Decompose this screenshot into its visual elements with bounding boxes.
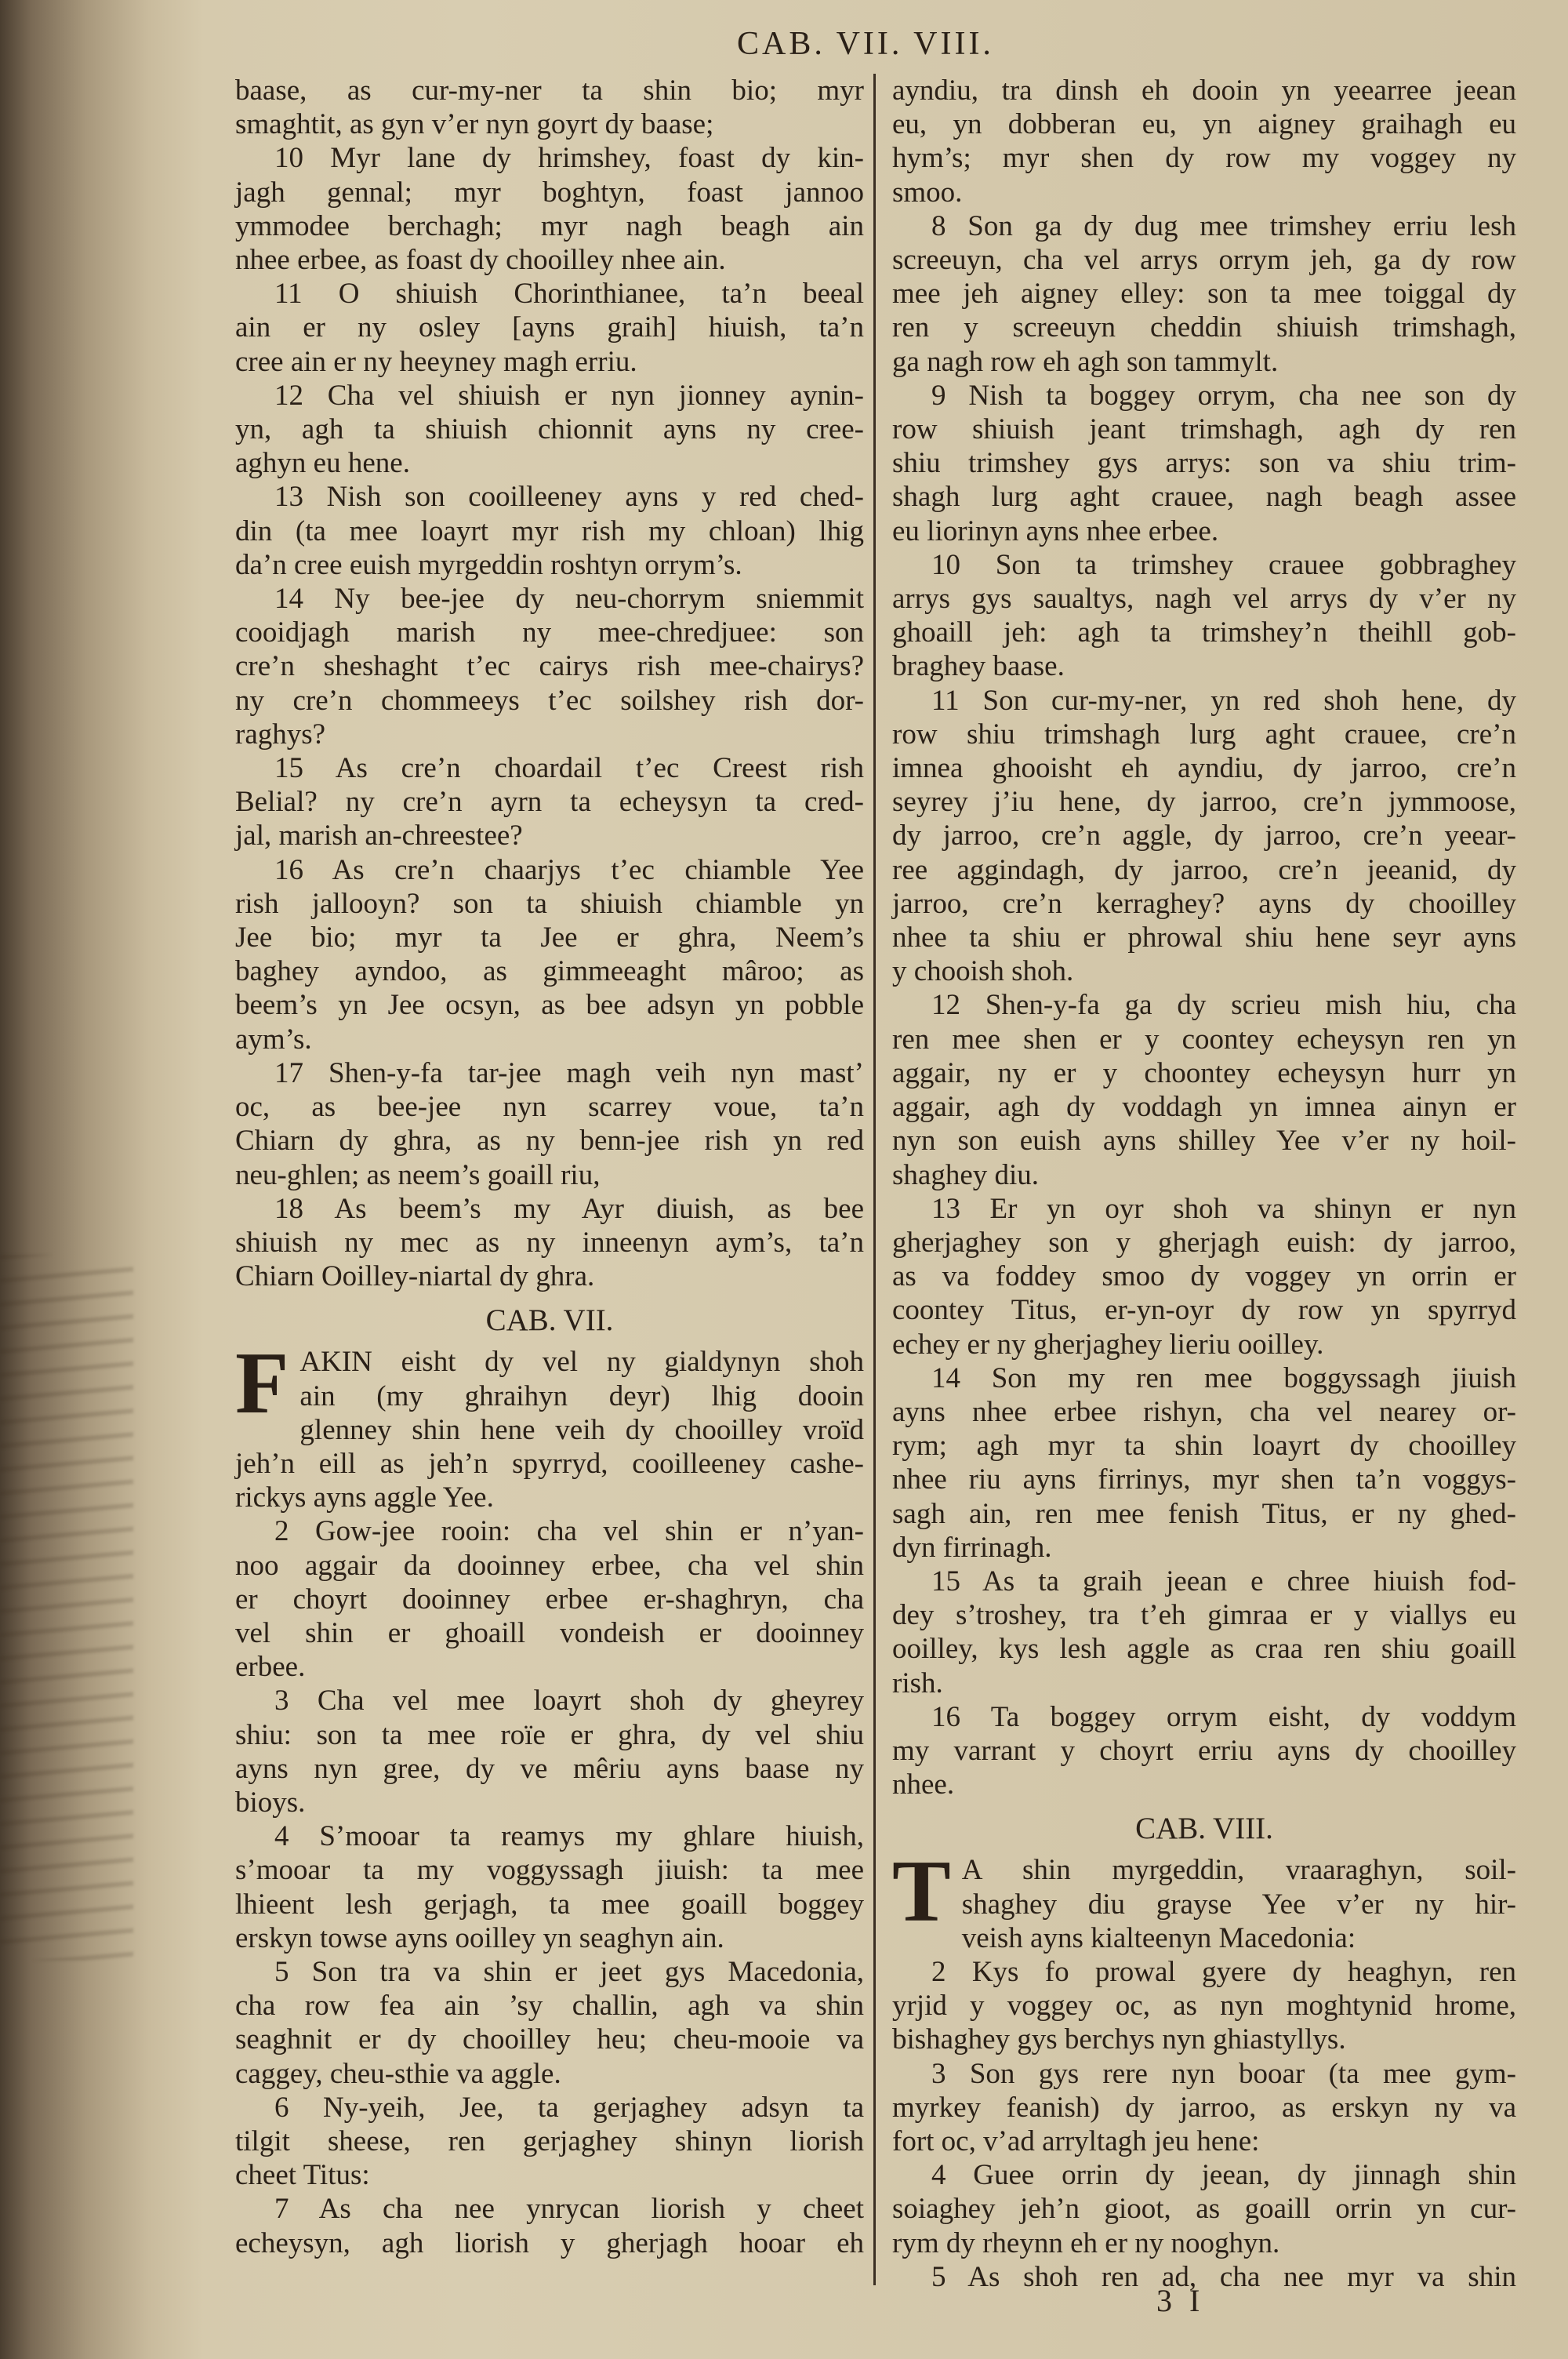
text-line: jagh gennal; myr boghtyn, foast jannoo xyxy=(235,176,864,209)
chapter-heading: CAB. VIII. xyxy=(1135,1812,1273,1846)
text-line: neu-ghlen; as neem’s goaill riu, xyxy=(235,1158,601,1191)
text-line: y chooish shoh. xyxy=(892,955,1074,988)
text-line: 4 S’mooar ta reamys my ghlare hiuish, xyxy=(274,1820,864,1853)
text-line: gherjaghey son y gherjagh euish: dy jarroo, xyxy=(892,1226,1516,1259)
text-line: hym’s; myr shen dy row my voggey ny xyxy=(892,142,1516,175)
verse-paragraph xyxy=(235,2192,864,2259)
drop-cap: T xyxy=(892,1843,951,1941)
text-line: row shiu trimshagh lurg aght crauee, cre’n xyxy=(892,718,1516,751)
text-line: 8 Son ga dy dug mee trimshey erriu lesh xyxy=(931,209,1516,242)
verse-paragraph xyxy=(892,1565,1516,1700)
verse-paragraph xyxy=(235,379,864,481)
text-line: nhee erbee, as foast dy chooilley nhee ain. xyxy=(235,244,726,277)
verse-paragraph xyxy=(892,1361,1516,1565)
verse-paragraph xyxy=(235,141,864,277)
text-line: ga nagh row eh agh son tammylt. xyxy=(892,345,1279,378)
text-line: ny cre’n chommeeys t’ec soilshey rish dor- xyxy=(235,684,864,717)
text-line: 10 Myr lane dy hrimshey, foast dy kin- xyxy=(274,142,864,175)
verse-paragraph xyxy=(892,988,1516,1191)
text-line: 9 Nish ta boggey orrym, cha nee son dy xyxy=(931,379,1516,412)
text-line: shiuish ny mec as ny inneenyn aym’s, ta’n xyxy=(235,1226,864,1259)
text-line: echey er ny gherjaghey lieriu ooilley. xyxy=(892,1328,1324,1361)
verse-paragraph xyxy=(235,2091,864,2193)
text-line: ree aggindagh, dy jarroo, cre’n jeeanid, dy xyxy=(892,853,1516,886)
text-line: coontey Titus, er-yn-oyr dy row yn spyrryd xyxy=(892,1294,1516,1327)
text-line: aggair, ny er y choontey echeysyn hurr yn xyxy=(892,1056,1516,1089)
verse-paragraph xyxy=(892,548,1516,684)
text-line: nyn son euish ayns shilley Yee v’er ny hoil- xyxy=(892,1125,1516,1158)
text-line: erbee. xyxy=(235,1651,306,1684)
text-line: 3 Cha vel mee loayrt shoh dy gheyrey xyxy=(274,1685,864,1717)
text-line: shagh lurg aght crauee, nagh beagh assee xyxy=(892,481,1516,514)
text-line: braghey baase. xyxy=(892,650,1065,683)
text-line: 5 As shoh ren ad, cha nee myr va shin xyxy=(931,2260,1516,2293)
verse-paragraph xyxy=(892,1700,1516,1802)
chapter-opening-paragraph xyxy=(892,1843,1516,1955)
text-line: smaghtit, as gyn v’er nyn goyrt dy baase; xyxy=(235,108,714,141)
text-line: 2 Gow-jee rooin: cha vel shin er n’yan- xyxy=(274,1515,864,1548)
text-line: lhieent lesh gerjagh, ta mee goaill boggey xyxy=(235,1888,864,1921)
text-line: ayns nhee erbee rishyn, cha vel nearey or- xyxy=(892,1395,1516,1428)
text-line: Chiarn Ooilley-niartal dy ghra. xyxy=(235,1260,595,1293)
text-line: jarroo, cre’n kerraghey? ayns dy chooilley xyxy=(892,887,1516,920)
text-line: s’mooar ta my voggyssagh jiuish: ta mee xyxy=(235,1854,864,1887)
text-line: dy jarroo, cre’n aggle, dy jarroo, cre’n yeear- xyxy=(892,820,1516,852)
text-line: tilgit sheese, ren gerjaghey shinyn liorish xyxy=(235,2125,864,2157)
text-line: baghey ayndoo, as gimmeeaght mâroo; as xyxy=(235,955,864,988)
verse-paragraph xyxy=(892,379,1516,548)
text-line: ren mee shen er y coontey echeysyn ren yn xyxy=(892,1023,1516,1056)
text-line: 3 Son gys rere nyn booar (ta mee gym- xyxy=(931,2057,1516,2090)
text-line: raghys? xyxy=(235,718,326,751)
text-line: Jee bio; myr ta Jee er ghra, Neem’s xyxy=(235,921,864,954)
text-line: ghoaill jeh: agh ta trimshey’n theihll gob- xyxy=(892,616,1516,649)
text-line: shiu: son ta mee roïe er ghra, dy vel shiu xyxy=(235,1718,864,1751)
text-line: 12 Shen-y-fa ga dy scrieu mish hiu, cha xyxy=(931,989,1516,1022)
text-line: yn, agh ta shiuish chionnit ayns ny cree- xyxy=(235,413,864,446)
chapter-heading: CAB. VII. xyxy=(485,1303,614,1338)
text-line: rickys ayns aggle Yee. xyxy=(235,1481,494,1514)
text-line: my varrant y choyrt erriu ayns dy chooilley xyxy=(892,1734,1516,1767)
text-line: ain er ny osley [ayns graih] hiuish, ta’n xyxy=(235,311,864,344)
verse-paragraph xyxy=(892,2158,1516,2260)
verse-paragraph xyxy=(892,2057,1516,2159)
text-line: er choyrt dooinney erbee er-shaghryn, cha xyxy=(235,1583,864,1616)
text-line: cheet Titus: xyxy=(235,2159,370,2192)
text-line: 15 As cre’n choardail t’ec Creest rish xyxy=(274,752,864,785)
text-line: 11 O shiuish Chorinthianee, ta’n beeal xyxy=(274,278,864,311)
text-line: mee jeh aigney elley: son ta mee toiggal dy xyxy=(892,278,1516,311)
text-line: 10 Son ta trimshey crauee gobbraghey xyxy=(931,548,1516,581)
verse-paragraph xyxy=(235,1684,864,1819)
text-line: echeysyn, agh liorish y gherjagh hooar eh xyxy=(235,2226,864,2259)
text-line: screeuyn, cha vel arrys orrym jeh, ga dy row xyxy=(892,244,1516,277)
text-line: 13 Er yn oyr shoh va shinyn er nyn xyxy=(931,1192,1516,1225)
text-line: 16 Ta boggey orrym eisht, dy voddym xyxy=(931,1700,1516,1733)
verse-paragraph xyxy=(235,480,864,582)
text-line: ymmodee berchagh; myr nagh beagh ain xyxy=(235,209,864,242)
text-line: da’n cree euish myrgeddin roshtyn orrym’s. xyxy=(235,548,742,581)
verse-paragraph xyxy=(892,684,1516,989)
verse-paragraph xyxy=(235,74,864,141)
verse-paragraph xyxy=(235,1819,864,1955)
column-divider xyxy=(873,74,876,2285)
text-line: 11 Son cur-my-ner, yn red shoh hene, dy xyxy=(931,684,1516,717)
text-line: 4 Guee orrin dy jeean, dy jinnagh shin xyxy=(931,2159,1516,2192)
text-line: aggair, agh dy voddagh yn imnea ainyn er xyxy=(892,1091,1516,1124)
verse-paragraph xyxy=(892,1955,1516,2057)
text-line: as va foddey smoo dy voggey yn orrin er xyxy=(892,1260,1516,1293)
text-line: jeh’n eill as jeh’n spyrryd, cooilleeney cashe- xyxy=(235,1447,864,1480)
text-line: fort oc, v’ad arryltagh jeu hene: xyxy=(892,2125,1260,2157)
text-line: seyrey j’iu hene, dy jarroo, cre’n jymmoose, xyxy=(892,786,1516,819)
signature-mark: 3 I xyxy=(1156,2283,1205,2318)
text-line: noo aggair da dooinney erbee, cha vel shin xyxy=(235,1549,864,1582)
text-line: myrkey feanish) dy jarroo, as erskyn ny va xyxy=(892,2091,1516,2124)
text-line: cooidjagh marish ny mee-chredjuee: son xyxy=(235,616,864,649)
text-line: glenney shin hene veih dy chooilley vroïd xyxy=(299,1413,864,1446)
text-line: 7 As cha nee ynrycan liorish y cheet xyxy=(274,2193,864,2226)
text-column-right xyxy=(892,74,1516,2294)
text-line: ren y screeuyn cheddin shiuish trimshagh, xyxy=(892,311,1516,344)
text-line: 14 Ny bee-jee dy neu-chorrym sniemmit xyxy=(274,583,864,616)
text-line: AKIN eisht dy vel ny gialdynyn shoh xyxy=(299,1346,864,1379)
verse-paragraph xyxy=(235,1192,864,1294)
text-line: erskyn towse ayns ooilley yn seaghyn ain. xyxy=(235,1921,724,1954)
text-line: seaghnit er dy chooilley heu; cheu-mooie va xyxy=(235,2023,864,2056)
text-line: ayndiu, tra dinsh eh dooin yn yeearree jeean xyxy=(892,75,1516,107)
verse-paragraph xyxy=(235,582,864,751)
text-line: aghyn eu hene. xyxy=(235,447,410,480)
text-line: 13 Nish son cooilleeney ayns y red ched- xyxy=(274,481,864,514)
text-line: soiaghey jeh’n gioot, as goaill orrin yn cur- xyxy=(892,2193,1516,2226)
verse-paragraph xyxy=(892,74,1516,209)
text-line: jal, marish an-chreestee? xyxy=(235,820,523,852)
verse-paragraph xyxy=(892,209,1516,379)
text-line: nhee riu ayns firrinys, myr shen ta’n voggys- xyxy=(892,1463,1516,1496)
text-line: A shin myrgeddin, vraaraghyn, soil- xyxy=(961,1854,1516,1887)
text-line: ayns nyn gree, dy ve mêriu ayns baase ny xyxy=(235,1752,864,1785)
text-line: bishaghey gys berchys nyn ghiastyllys. xyxy=(892,2023,1346,2056)
facing-page-shadow xyxy=(0,1255,133,1961)
text-line: nhee. xyxy=(892,1768,955,1801)
text-line: caggey, cheu-sthie va aggle. xyxy=(235,2057,561,2090)
text-line: aym’s. xyxy=(235,1023,312,1056)
text-line: sagh ain, ren mee fenish Titus, er ny ghed- xyxy=(892,1497,1516,1530)
text-line: dyn firrinagh. xyxy=(892,1531,1052,1564)
verse-paragraph xyxy=(235,1955,864,2091)
text-line: vel shin er ghoaill vondeish er dooinney xyxy=(235,1616,864,1649)
text-line: row shiuish jeant trimshagh, agh dy ren xyxy=(892,413,1516,446)
text-line: Belial? ny cre’n ayrn ta echeysyn ta cred- xyxy=(235,786,864,819)
text-line: 17 Shen-y-fa tar-jee magh veih nyn mast’ xyxy=(274,1056,864,1089)
text-line: rym dy rheynn eh er ny nooghyn. xyxy=(892,2226,1280,2259)
verse-paragraph xyxy=(235,751,864,853)
text-line: 2 Kys fo prowal gyere dy heaghyn, ren xyxy=(931,1955,1516,1988)
verse-paragraph xyxy=(235,1056,864,1192)
verse-paragraph xyxy=(235,277,864,379)
text-line: dey s’troshey, tra t’eh gimraa er y viallys eu xyxy=(892,1599,1516,1632)
text-line: 15 As ta graih jeean e chree hiuish fod- xyxy=(931,1565,1516,1598)
verse-paragraph xyxy=(235,853,864,1056)
text-line: shiu trimshey gys arrys: son va shiu trim- xyxy=(892,447,1516,480)
verse-paragraph xyxy=(892,1192,1516,1361)
text-line: nhee ta shiu er phrowal shiu hene seyr ayns xyxy=(892,921,1516,954)
text-line: baase, as cur-my-ner ta shin bio; myr xyxy=(235,75,864,107)
text-line: eu, yn dobberan eu, yn aigney graihagh eu xyxy=(892,108,1516,141)
text-line: smoo. xyxy=(892,176,963,209)
text-line: bioys. xyxy=(235,1786,306,1819)
text-line: rym; agh myr ta shin loayrt dy chooilley xyxy=(892,1430,1516,1463)
drop-cap: F xyxy=(235,1335,289,1433)
text-line: Chiarn dy ghra, as ny benn-jee rish yn red xyxy=(235,1125,864,1158)
text-line: 5 Son tra va shin er jeet gys Macedonia, xyxy=(274,1955,864,1988)
text-line: 14 Son my ren mee boggyssagh jiuish xyxy=(931,1361,1516,1394)
text-line: imnea ghooisht eh ayndiu, dy jarroo, cre’n xyxy=(892,752,1516,785)
text-line: oc, as bee-jee nyn scarrey voue, ta’n xyxy=(235,1091,864,1124)
text-line: beem’s yn Jee ocsyn, as bee adsyn yn pobble xyxy=(235,989,864,1022)
text-line: cree ain er ny heeyney magh erriu. xyxy=(235,345,637,378)
text-line: rish. xyxy=(892,1667,943,1699)
chapter-opening-paragraph xyxy=(235,1335,864,1514)
text-line: shaghey diu. xyxy=(892,1158,1040,1191)
text-line: cre’n sheshaght t’ec cairys rish mee-chairys? xyxy=(235,650,864,683)
text-column-left xyxy=(235,74,864,2260)
text-line: 18 As beem’s my Ayr diuish, as bee xyxy=(274,1192,864,1225)
text-line: yrjid y voggey oc, as nyn moghtynid hrome, xyxy=(892,1990,1516,2023)
text-line: ooilley, kys lesh aggle as craa ren shiu goaill xyxy=(892,1633,1516,1666)
text-line: cha row fea ain ’sy challin, agh va shin xyxy=(235,1990,864,2023)
text-line: 16 As cre’n chaarjys t’ec chiamble Yee xyxy=(274,853,864,886)
text-line: veish ayns kialteenyn Macedonia: xyxy=(961,1921,1356,1954)
text-line: rish jallooyn? son ta shiuish chiamble yn xyxy=(235,887,864,920)
text-line: arrys gys saualtys, nagh vel arrys dy v’er ny xyxy=(892,583,1516,616)
running-head: CAB. VII. VIII. xyxy=(737,26,994,62)
text-line: shaghey diu grayse Yee v’er ny hir- xyxy=(961,1888,1516,1921)
text-line: 12 Cha vel shiuish er nyn jionney aynin- xyxy=(274,379,864,412)
verse-paragraph xyxy=(235,1514,864,1684)
text-line: ain (my ghraihyn deyr) lhig dooin xyxy=(299,1379,864,1412)
text-line: din (ta mee loayrt myr rish my chloan) lhig xyxy=(235,514,864,547)
text-line: 6 Ny-yeih, Jee, ta gerjaghey adsyn ta xyxy=(274,2091,864,2124)
text-line: eu liorinyn ayns nhee erbee. xyxy=(892,514,1219,547)
